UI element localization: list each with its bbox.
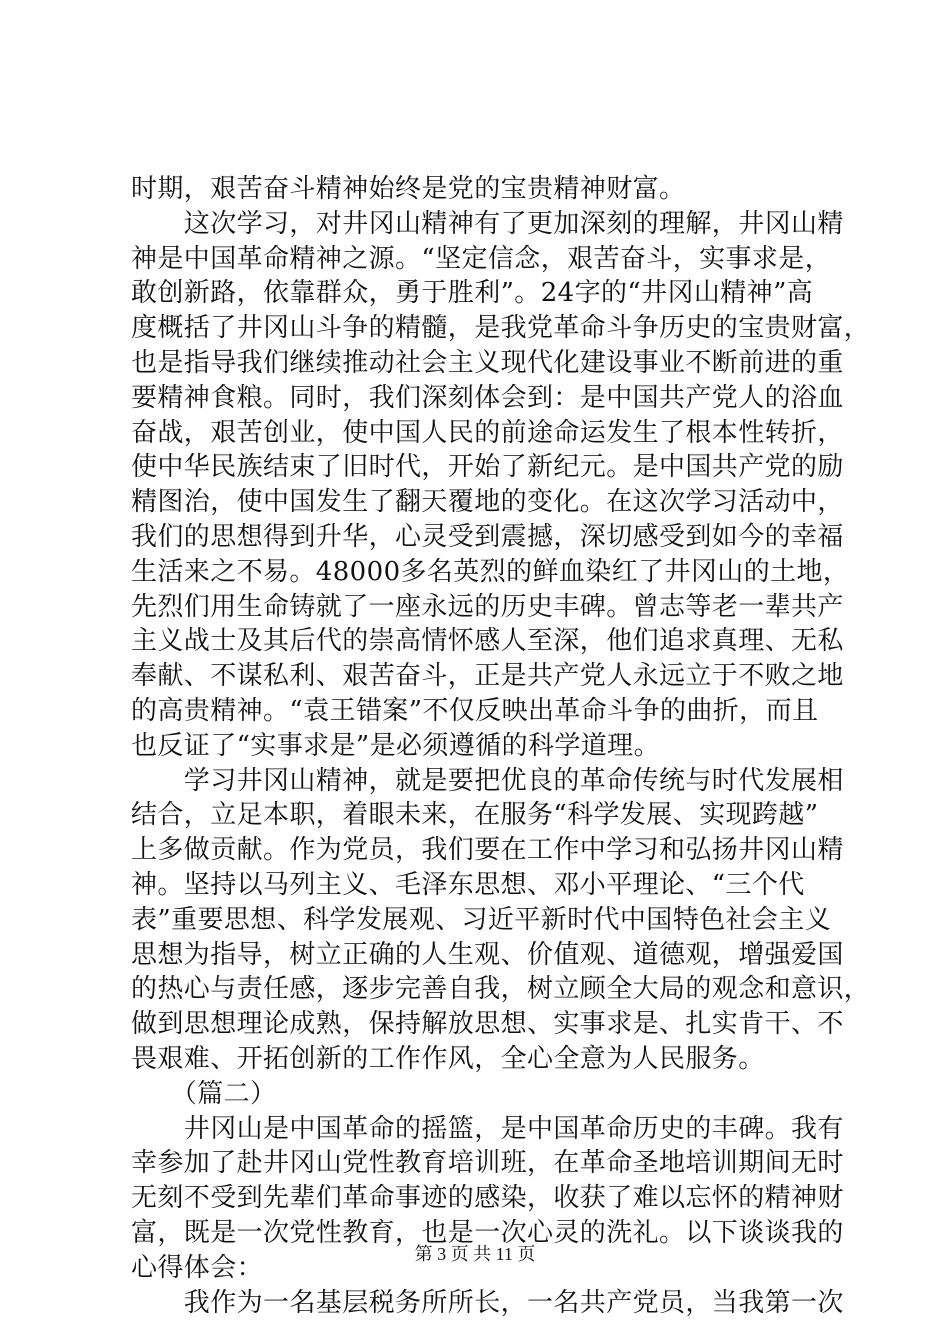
text-line: 幸参加了赴井冈山党性教育培训班，在革命圣地培训期间无时 [131,1148,844,1179]
text-line: 时期，艰苦奋斗精神始终是党的宝贵精神财富。 [131,174,686,204]
text-line: 精图治，使中国发生了翻天覆地的变化。在这次学习活动中， [131,487,844,518]
text-line: 的热心与责任感，逐步完善自我，树立顾全大局的观念和意识， [131,974,871,1005]
text-line: 上多做贡献。作为党员，我们要在工作中学习和弘扬井冈山精 [131,835,844,866]
section-heading: （篇二） [131,1078,277,1109]
text-line: 我作为一名基层税务所所长，一名共产党员，当我第一次 [131,1287,844,1318]
text-line: 我们的思想得到升华，心灵受到震撼，深切感受到如今的幸福 [131,521,844,552]
text-line: 做到思想理论成熟，保持解放思想、实事求是、扎实肯干、不 [131,1009,844,1040]
text-line: 的高贵精神。“袁王错案”不仅反映出革命斗争的曲折，而且 [131,695,819,726]
text-line: 富，既是一次党性教育，也是一次心灵的洗礼。以下谈谈我的 [131,1217,844,1248]
text-line: 思想为指导，树立正确的人生观、价值观、道德观，增强爱国 [131,939,844,970]
text-line: 敢创新路，依靠群众，勇于胜利”。24字的“井冈山精神”高 [131,278,814,309]
text-line: 无刻不受到先辈们革命事迹的感染，收获了难以忘怀的精神财 [131,1183,844,1214]
text-line: 神是中国革命精神之源。“坚定信念，艰苦奋斗，实事求是， [131,243,832,274]
text-line: 主义战士及其后代的崇高情怀感人至深，他们追求真理、无私 [131,626,844,657]
text-line: 也是指导我们继续推动社会主义现代化建设事业不断前进的重 [131,347,844,378]
document-body [131,172,871,1320]
text-line: 心得体会： [131,1252,264,1283]
text-line: 生活来之不易。48000多名英烈的鲜血染红了井冈山的土地， [131,556,850,587]
text-line: 表”重要思想、科学发展观、习近平新时代中国特色社会主义 [131,904,832,935]
text-line: 奋战，艰苦创业，使中国人民的前途命运发生了根本性转折， [131,417,844,448]
text-line: 要精神食粮。同时，我们深刻体会到：是中国共产党人的浴血 [131,382,844,413]
text-line: 结合，立足本职，着眼未来，在服务“科学发展、实现跨越” [131,800,819,831]
text-line: 井冈山是中国革命的摇篮，是中国革命历史的丰碑。我有 [131,1113,844,1144]
text-line: 度概括了井冈山斗争的精髓，是我党革命斗争历史的宝贵财富， [131,313,871,344]
text-line: 先烈们用生命铸就了一座永远的历史丰碑。曾志等老一辈共产 [131,591,844,622]
text-line: 奉献、不谋私利、艰苦奋斗，正是共产党人永远立于不败之地 [131,661,844,692]
text-line: 神。坚持以马列主义、毛泽东思想、邓小平理论、“三个代 [131,869,805,900]
text-line: 畏艰难、开拓创新的工作作风，全心全意为人民服务。 [131,1043,765,1074]
text-line: 也反证了“实事求是”是必须遵循的科学道理。 [131,730,660,761]
text-line: 使中华民族结束了旧时代，开始了新纪元。是中国共产党的励 [131,452,844,483]
text-line: 这次学习，对井冈山精神有了更加深刻的理解，井冈山精 [131,208,844,239]
text-line: 学习井冈山精神，就是要把优良的革命传统与时代发展相 [131,765,844,796]
page-number-footer: 第 3 页 共 11 页 [414,1244,536,1264]
